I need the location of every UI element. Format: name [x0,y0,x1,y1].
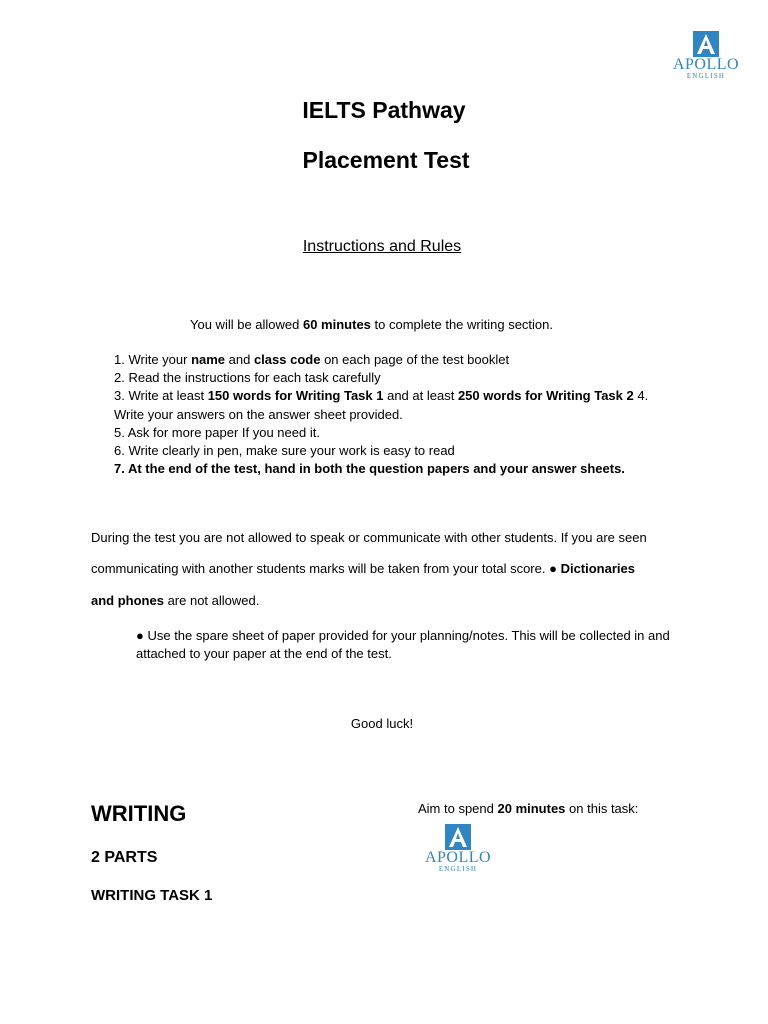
writing-parts: 2 PARTS [91,849,158,866]
instruction-1-bold-name: name [191,352,226,367]
instruction-1-text-a: 1. Write your [114,352,192,367]
rules-line-3 [91,593,711,608]
spare-paper-line-2: attached to your paper at the end of the test. [136,646,392,661]
rules-line-2-text: communicating with another students marks will be taken from your total score. ● [91,561,561,576]
instruction-3-text-d: 4. [633,388,649,404]
time-allowed-suffix: to complete the writing section. [370,317,553,332]
page-subtitle: Placement Test [302,147,470,173]
time-aim-prefix: Aim to spend [418,801,498,816]
instruction-1-text-c: and [225,352,254,367]
logo-wordmark: APOLLO [672,56,740,73]
time-aim-value: 20 minutes [497,801,566,816]
apollo-a-icon [693,31,719,57]
time-aim-suffix: on this task: [565,801,639,816]
instruction-item-7: 7. At the end of the test, hand in both the question papers and your answer sheets. [114,461,625,477]
logo-wordmark: APOLLO [424,849,492,866]
time-allowed-line [190,316,553,334]
writing-task-1: WRITING TASK 1 [91,887,213,904]
instruction-item-2: 2. Read the instructions for each task carefully [114,370,381,386]
instruction-list [114,351,734,478]
spare-paper-note [136,627,670,663]
instruction-3-text-c: and at least [383,388,458,404]
instruction-item-5: 5. Ask for more paper If you need it. [114,424,320,440]
instruction-item-4: Write your answers on the answer sheet provided. [114,406,403,422]
instruction-1-text-d: on each page of the test booklet [320,352,510,367]
instruction-3-bold-task2: 250 words for Writing Task 2 [457,388,634,404]
instruction-item-3 [114,387,734,405]
rules-dictionaries: Dictionaries [560,561,635,576]
rules-phones: and phones [91,593,164,608]
instruction-item-1 [114,351,734,369]
rules-line-2 [91,561,711,576]
time-allowed-prefix: You will be allowed [190,317,303,332]
instruction-item-6: 6. Write clearly in pen, make sure your work is easy to read [114,443,455,459]
good-luck-text: Good luck! [350,716,414,731]
logo-subtitle: ENGLISH [686,72,726,80]
time-allowed-value: 60 minutes [302,317,371,332]
apollo-a-icon [445,824,471,850]
instructions-heading: Instructions and Rules [302,238,462,255]
time-aim-line [418,800,638,818]
apollo-logo-writing [422,824,494,873]
instruction-3-text-a: 3. Write at least [114,388,208,404]
apollo-logo-top [670,31,742,80]
spare-paper-line-1: ● Use the spare sheet of paper provided for your planning/notes. This will be collected in and [136,628,670,643]
page-title: IELTS Pathway [302,97,466,123]
instruction-3-bold-task1: 150 words for Writing Task 1 [207,388,384,404]
logo-subtitle: ENGLISH [438,865,478,873]
instruction-1-bold-code: class code [253,352,321,367]
writing-heading: WRITING [91,801,187,826]
rules-line-3-text: are not allowed. [163,593,260,608]
rules-line-1: During the test you are not allowed to speak or communicate with other students. If you are seen [91,530,647,545]
